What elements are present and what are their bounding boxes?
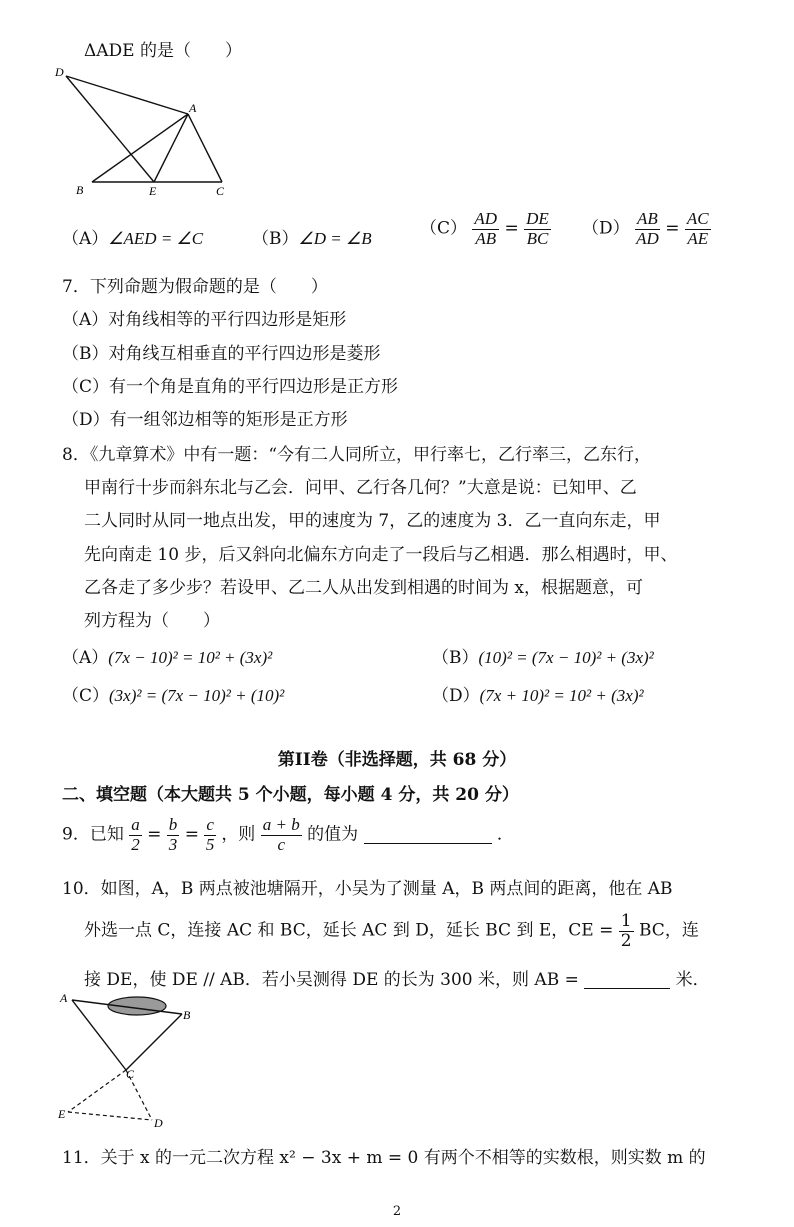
label-b: B <box>183 1008 191 1022</box>
line-de <box>66 76 154 182</box>
q7-option-d: （D）有一组邻边相等的矩形是正方形 <box>62 410 348 430</box>
line-da <box>66 76 188 114</box>
q6-option-b: （B）∠D = ∠B <box>252 229 372 249</box>
label-b: B <box>76 183 84 197</box>
q9-answer-blank[interactable] <box>364 843 492 844</box>
q6-option-a: （A）∠AED = ∠C <box>62 229 204 249</box>
q6-stem-tail: ΔADE 的是（ ） <box>84 41 242 61</box>
q10-line-2: 外选一点 C，连接 AC 和 BC，延长 AC 到 D，延长 BC 到 E，CE = $\frac{1}{2}$ BC，连 <box>84 911 699 951</box>
page-number: 2 <box>392 1204 402 1219</box>
q10-answer-blank[interactable] <box>584 988 670 989</box>
label-d: D <box>154 1116 163 1130</box>
q8-line-4: 先向南走 10 步，后又斜向北偏东方向走了一段后与乙相遇．那么相遇时，甲、 <box>84 545 678 565</box>
q8-line-5: 乙各走了多少步？若设甲、乙二人从出发到相遇的时间为 x，根据题意，可 <box>84 578 643 598</box>
section2-title: 二、填空题（本大题共 5 个小题，每小题 4 分，共 20 分） <box>62 785 519 805</box>
line-ed <box>68 1112 152 1120</box>
q8-option-d: （D）(7x + 10)² = 10² + (3x)² <box>432 686 644 706</box>
q8-line-6: 列方程为（ ） <box>84 611 220 631</box>
q11-line: 11．关于 x 的一元二次方程 x² − 3x + m = 0 有两个不相等的实数根，则实数 m 的 <box>62 1148 706 1168</box>
label-a: A <box>60 992 68 1005</box>
q8-option-a: （A）(7x − 10)² = 10² + (3x)² <box>62 648 273 668</box>
line-ac <box>188 114 222 182</box>
q6-option-d: （D） $\frac{AB}{AD}$ = $\frac{AC}{AE}$ <box>582 209 709 248</box>
label-e: E <box>58 1107 66 1121</box>
q8-option-b: （B）(10)² = (7x − 10)² + (3x)² <box>432 648 654 668</box>
part2-title: 第II卷（非选择题，共 68 分） <box>277 750 517 770</box>
label-e: E <box>149 184 157 197</box>
q10-line-3: 接 DE，使 DE // AB．若小吴测得 DE 的长为 300 米，则 AB = 米． <box>84 970 710 990</box>
q6-figure <box>52 62 242 197</box>
q8-line-1: 8．《九章算术》中有一题：“今有二人同所立，甲行率七，乙行率三，乙东行， <box>62 445 652 465</box>
q7-stem: 7．下列命题为假命题的是（ ） <box>62 277 328 297</box>
q7-option-c: （C）有一个角是直角的平行四边形是正方形 <box>62 377 399 397</box>
q10-figure <box>54 992 204 1132</box>
line-ae <box>154 114 188 182</box>
q8-line-2: 甲南行十步而斜东北与乙会．问甲、乙行各几何？”大意是说：已知甲、乙 <box>84 478 637 498</box>
label-a: A <box>189 101 197 115</box>
q7-option-b: （B）对角线互相垂直的平行四边形是菱形 <box>62 344 381 364</box>
q8-line-3: 二人同时从同一地点出发，甲的速度为 7，乙的速度为 3．乙一直向东走，甲 <box>84 511 661 531</box>
q10-line-1: 10．如图，A，B 两点被池塘隔开，小吴为了测量 A，B 两点间的距离，他在 AB <box>62 879 673 899</box>
label-c: C <box>126 1067 135 1081</box>
line-bc <box>126 1014 182 1070</box>
q9: 9．已知 $\frac{a}{2}$ = $\frac{b}{3}$ = $\frac{c}{5}$ ，则 $\frac{a + b}{c}$ 的值为 ． <box>62 815 514 854</box>
label-d: D <box>55 65 64 79</box>
line-ce <box>68 1070 126 1112</box>
label-c: C <box>216 184 225 197</box>
q7-option-a: （A）对角线相等的平行四边形是矩形 <box>62 310 347 330</box>
q8-option-c: （C）(3x)² = (7x − 10)² + (10)² <box>62 686 285 706</box>
q6-option-c: （C） $\frac{AD}{AB}$ = $\frac{DE}{BC}$ <box>420 209 549 248</box>
